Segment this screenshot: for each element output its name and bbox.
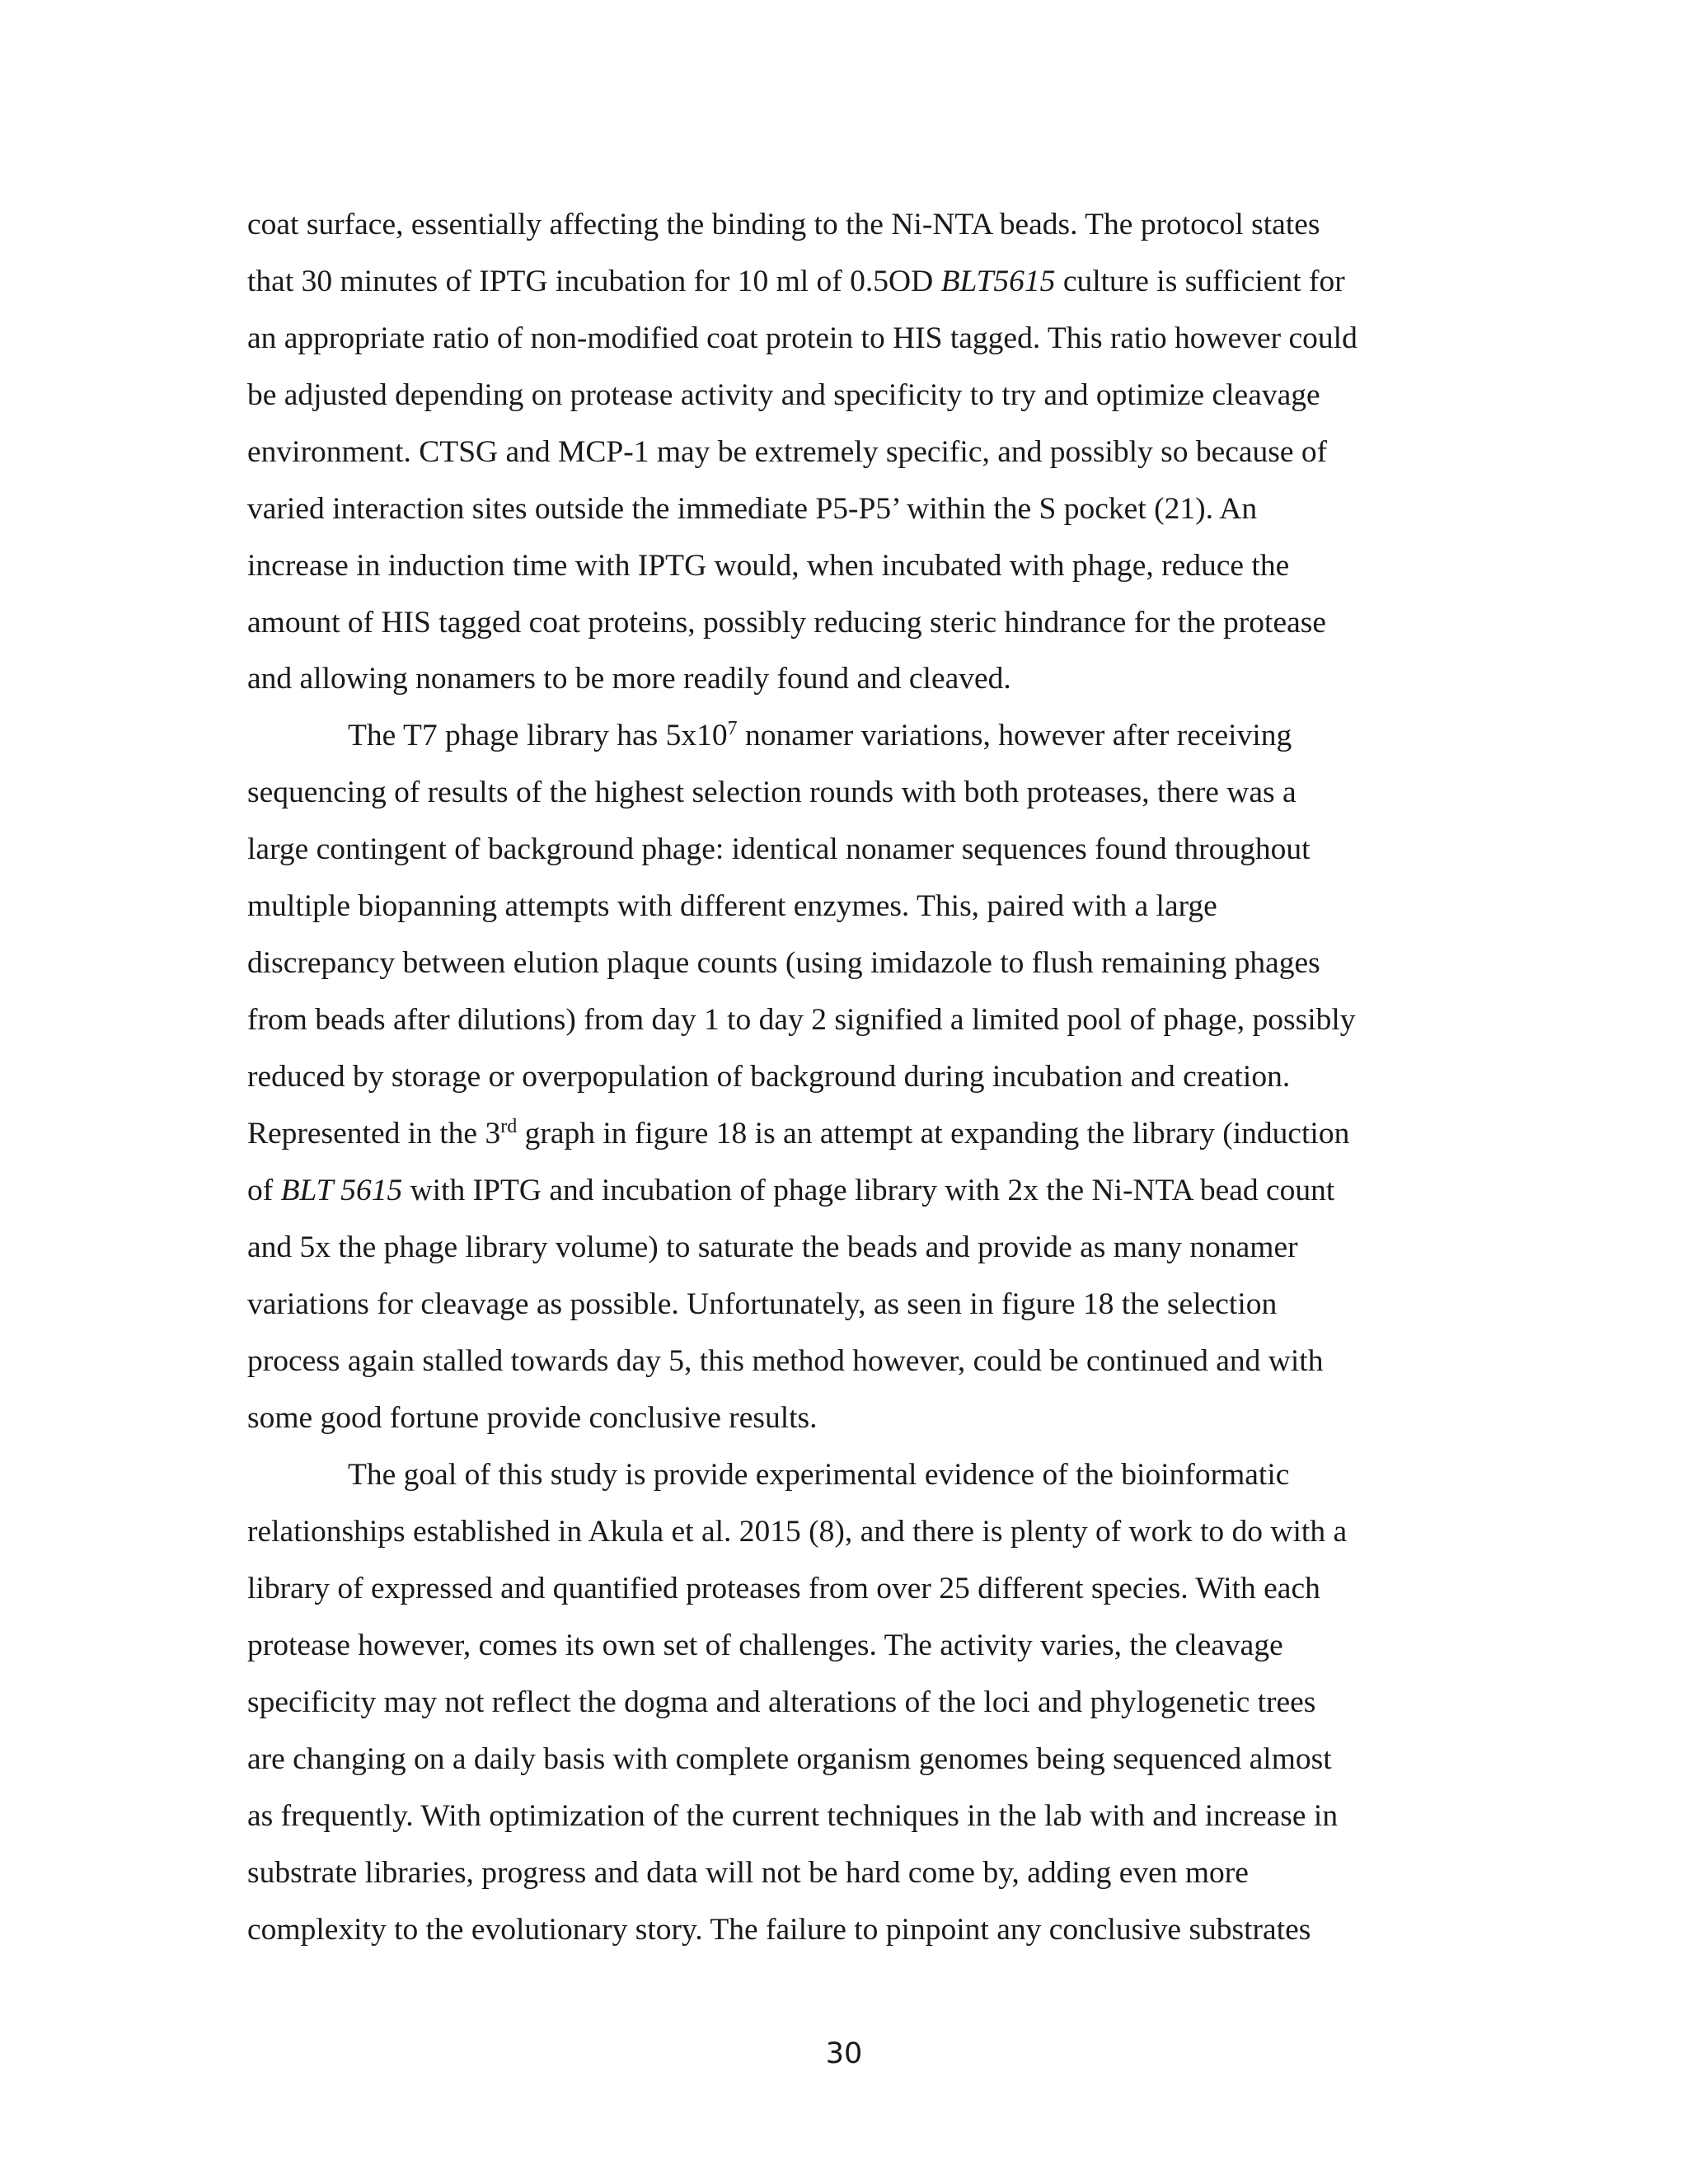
text-line: an appropriate ratio of non-modified coat protein to HIS tagged. This ratio however could — [247, 321, 1357, 355]
text-line: some good fortune provide conclusive results. — [247, 1401, 818, 1435]
superscript: rd — [500, 1116, 518, 1137]
text-line: amount of HIS tagged coat proteins, possibly reducing steric hindrance for the protease — [247, 606, 1326, 640]
text-line: The T7 phage library has $5x10^7$ nonamer variations, however after receiving — [348, 718, 1292, 752]
text-line: relationships established in Akula et al. 2015 (8), and there is plenty of work to do with a — [247, 1515, 1348, 1549]
text-line: as frequently. With optimization of the current techniques in the lab with and increase in — [247, 1799, 1339, 1833]
text-line: from beads after dilutions) from day 1 to day 2 signified a limited pool of phage, possibly — [247, 1003, 1356, 1037]
text-line: The goal of this study is provide experimental evidence of the bioinformatic — [348, 1458, 1290, 1492]
body-text — [247, 196, 1442, 1958]
text-line: process again stalled towards day 5, this method however, could be continued and with — [247, 1344, 1324, 1378]
superscript: 7 — [727, 718, 738, 739]
text-line: multiple biopanning attempts with different enzymes. This, paired with a large — [247, 889, 1217, 923]
text-line: be adjusted depending on protease activity and specificity to try and optimize cleavage — [247, 378, 1320, 412]
text-line: variations for cleavage as possible. Unfortunately, as seen in figure 18 the selection — [247, 1287, 1278, 1321]
text-line: that 30 minutes of IPTG incubation for 10 ml of 0.5OD BLT5615 culture is sufficient for — [247, 265, 1345, 298]
text-line: coat surface, essentially affecting the binding to the Ni-NTA beads. The protocol states — [247, 208, 1320, 241]
text-line: reduced by storage or overpopulation of background during incubation and creation. — [247, 1060, 1291, 1094]
strain-name: BLT5615 — [940, 265, 1056, 298]
text-line: and 5x the phage library volume) to saturate the beads and provide as many nonamer — [247, 1230, 1298, 1264]
paragraph-3 — [247, 1446, 1442, 1958]
page-number: 30 — [825, 2037, 863, 2070]
paragraph-1 — [247, 196, 1442, 707]
text-line: protease however, comes its own set of challenges. The activity varies, the cleavage — [247, 1629, 1283, 1662]
text-line: increase in induction time with IPTG would, when incubated with phage, reduce the — [247, 549, 1290, 583]
text-line: specificity may not reflect the dogma and alterations of the loci and phylogenetic trees — [247, 1685, 1316, 1719]
text-line: environment. CTSG and MCP-1 may be extremely specific, and possibly so because of — [247, 435, 1328, 469]
text-line: substrate libraries, progress and data will not be hard come by, adding even more — [247, 1856, 1249, 1890]
paragraph-2 — [247, 707, 1442, 1446]
text-line: discrepancy between elution plaque counts (using imidazole to flush remaining phages — [247, 946, 1320, 980]
text-line: complexity to the evolutionary story. The failure to pinpoint any conclusive substrates — [247, 1913, 1311, 1947]
text-line: and allowing nonamers to be more readily found and cleaved. — [247, 662, 1011, 696]
text-line: library of expressed and quantified proteases from over 25 different species. With each — [247, 1572, 1320, 1605]
text-line: are changing on a daily basis with complete organism genomes being sequenced almost — [247, 1742, 1332, 1776]
text-line: varied interaction sites outside the immediate P5-P5’ within the S pocket (21). An — [247, 492, 1258, 526]
text-line: of BLT 5615 with IPTG and incubation of phage library with 2x the Ni-NTA bead count — [247, 1174, 1335, 1207]
text-line: Represented in the 3rd graph in figure 18 is an attempt at expanding the library (induction — [247, 1116, 1350, 1151]
text-line: large contingent of background phage: identical nonamer sequences found throughout — [247, 832, 1311, 866]
text-line: sequencing of results of the highest selection rounds with both proteases, there was a — [247, 776, 1296, 809]
strain-name: BLT 5615 — [280, 1174, 403, 1207]
